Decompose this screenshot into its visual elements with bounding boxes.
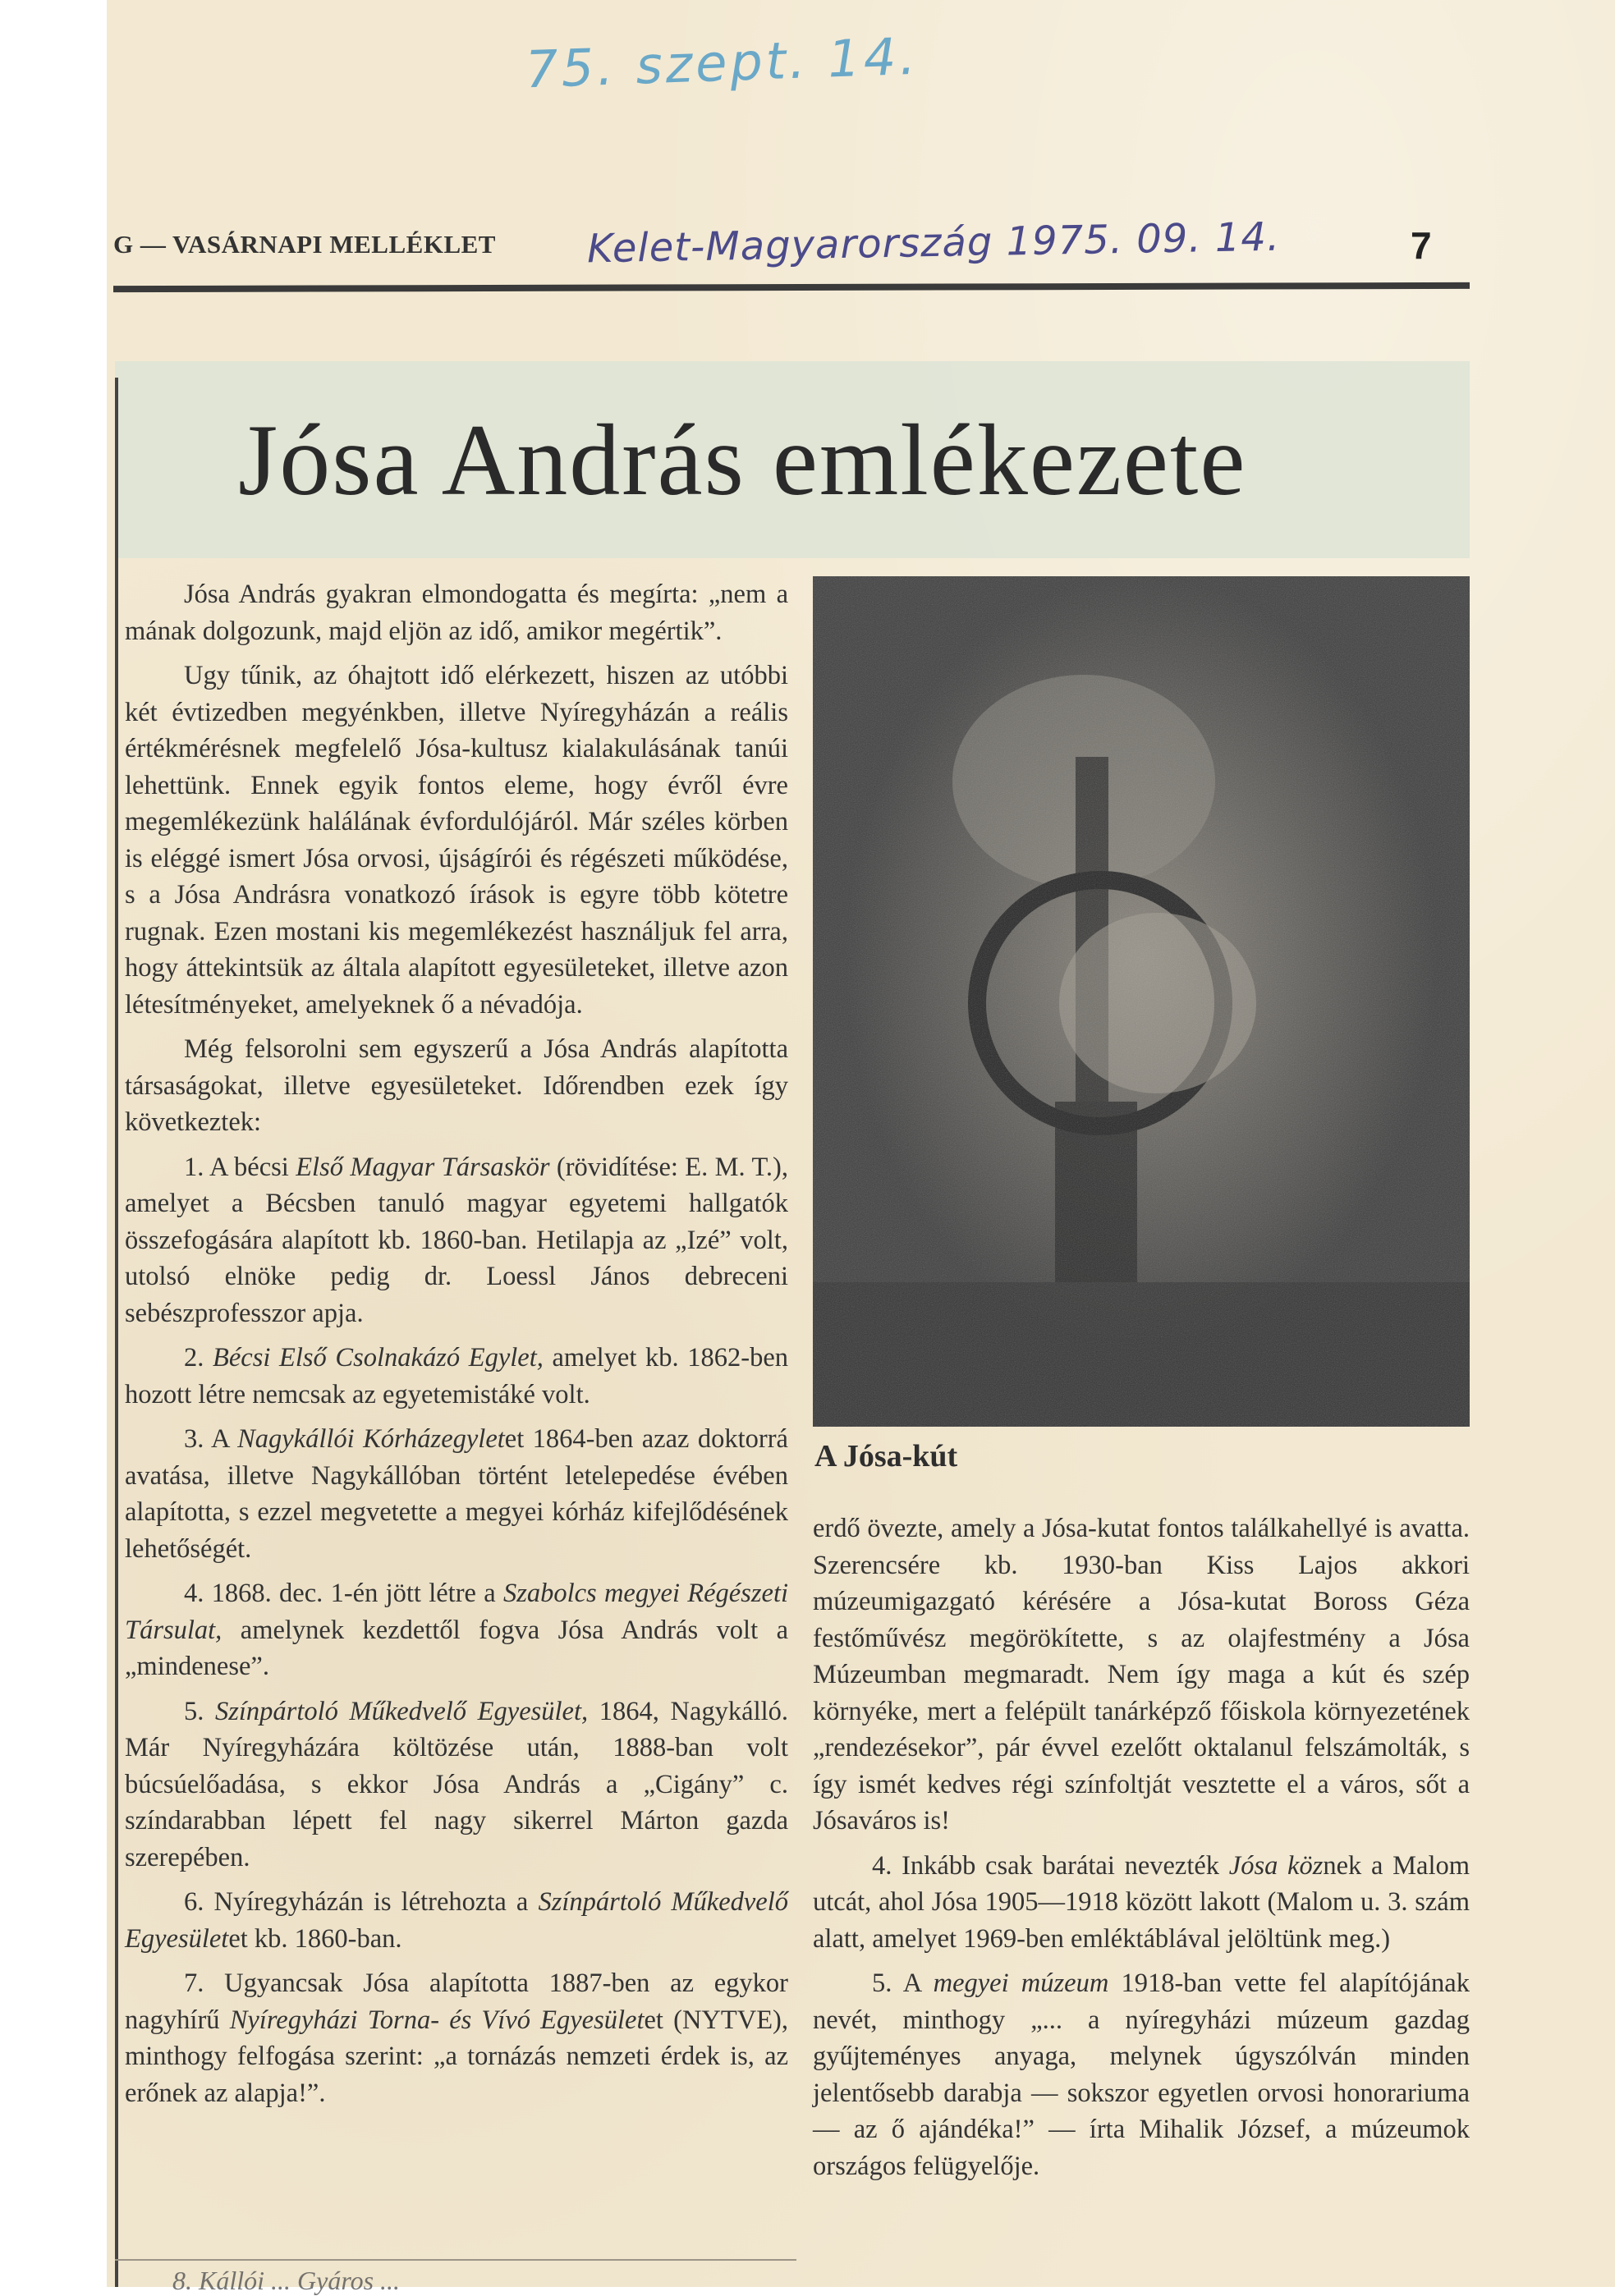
photo-caption: A Jósa-kút [814, 1439, 958, 1473]
item-number: 6. [184, 1887, 214, 1917]
item-text: et 1864-ben azaz doktorrá avatása, illetve Nagykállóban történt letelepedése évében alapította, s ezzel megvetette a megyei kórház kifejlődésének lehetőségét. [125, 1424, 788, 1564]
list-item [125, 1340, 788, 1413]
list-item [125, 1149, 788, 1332]
handwritten-source-note: Kelet-Magyarország 1975. 09. 14. [586, 213, 1281, 273]
item-text: nek a Malom utcát, ahol Jósa 1905—1918 között lakott (Malom u. 3. szám alatt, amelyet 1969-ben emléktáblával jelöltünk meg.) [813, 1850, 1470, 1954]
item-text: A bécsi [209, 1152, 296, 1182]
paragraph: erdő övezte, amely a Jósa-kutat fontos találkahellyé is avatta. Szerencsére kb. 1930-ban Kiss Lajos akkori múzeumigazgató kérésére a Jósa-kutat Boross Géza festőművész megörökítette, s az olajfestmény a Jósa Múzeumban megmaradt. Nem így maga a kút és szép környéke, mert a felépült tanárképző főiskola környezetének „rendezésekor”, pár évvel ezelőtt oktalanul felszámolták, s így ismét kedves régi színfoltját vesztette el a város, sőt a Jósaváros is! [813, 1514, 1470, 1835]
running-header-section: G — VASÁRNAPI MELLÉKLET [113, 230, 496, 259]
list-item [125, 1421, 788, 1567]
article-title: Jósa András emlékezete [238, 404, 1247, 516]
list-item [125, 1575, 788, 1685]
item-number: 4. [184, 1579, 212, 1608]
list-item [813, 1848, 1470, 1958]
page-number: 7 [1411, 224, 1432, 267]
item-text: Nyíregyházán is létrehozta a [213, 1887, 539, 1917]
right-column [813, 1510, 1470, 2193]
item-name: Színpártoló Műkedvelő Egyesület, [215, 1696, 589, 1726]
associations-list [125, 1149, 788, 2112]
column-border [115, 378, 118, 2287]
cut-off-text: 8. Kállói ... Gyáros ... [172, 2266, 401, 2295]
item-text: et (NYTVE), minthogy felfogása szerint: „a tornázás nemzeti érdek is, az erőnek az alapja!”. [125, 2005, 789, 2108]
paragraph: Ugy tűnik, az óhajtott idő elérkezett, hiszen az utóbbi két évtizedben megyénkben, illetve Nyíregyházán a reális értékmérésnek megfelelő Jósa-kultusz kialakulásának tanúi lehettünk. Ennek egyik fontos eleme, hogy évről évre megemlékezünk halálának évfordulójáról. Már széles körben is eléggé ismert Jósa orvosi, újságírói és régészeti működése, s a Jósa Andrásra vonatkozó írások is egyre több kötetre rugnak. Ezen mostani kis megemlékezést használjuk fel arra, hogy áttekintsük az általa alapított egyesületeket, illetve azon létesítményeket, amelyeknek ő a névadója. [125, 661, 788, 1020]
item-number: 5. [184, 1696, 215, 1726]
item-name: Bécsi Első Csolnakázó Egylet, [213, 1343, 544, 1373]
item-number: 7. [184, 1968, 225, 1998]
paragraph: Jósa András gyakran elmondogatta és megírta: „nem a mának dolgozunk, majd eljön az idő, amikor megértik”. [125, 580, 788, 646]
item-text: 1918-ban vette fel alapítójának nevét, minthogy „... a nyíregyházi múzeum gazdag gyűjteményes anyaga, melynek úgyszólván minden jelentősebb darabja — sokszor egyetlen orvosi honorariuma — az ő ajándéka!” — írta Mihalik József, a múzeumok országos felügyelője. [813, 1968, 1470, 2181]
item-number: 5. [872, 1968, 903, 1998]
item-number: 4. [872, 1850, 902, 1881]
list-item [813, 1965, 1470, 2184]
photo-josa-kut [813, 576, 1470, 1427]
item-number: 1. [184, 1152, 209, 1182]
item-name: megyei múzeum [933, 1968, 1109, 1998]
item-name: Szabolcs megyei Régészeti Társulat, [125, 1579, 789, 1645]
item-number: 2. [184, 1343, 213, 1373]
item-number: 3. [184, 1424, 211, 1454]
item-name: Első Magyar Társaskör [296, 1152, 550, 1182]
list-item [125, 1965, 788, 2111]
list-item [125, 1693, 788, 1877]
item-text: Ugyancsak Jósa alapította 1887-ben az egykor nagyhírű [125, 1968, 788, 2035]
item-text: 1868. dec. 1-én jött létre a [211, 1579, 503, 1608]
item-text: A [210, 1424, 238, 1454]
item-text: 1864, Nagykálló. Már Nyíregyházára költözése után, 1888-ban volt búcsúelőadása, s ekkor Jósa András a „Cigány” c. színdarabban lépett fel nagy sikerrel Márton gazda szerepében. [125, 1696, 789, 1872]
item-text: amelyet kb. 1862-ben hozott létre nemcsak az egyetemistáké volt. [125, 1343, 788, 1409]
item-text: amelynek kezdettől fogva Jósa András volt a „mindenese”. [125, 1615, 788, 1681]
item-name: Színpártoló Műkedvelő Egyesület [125, 1887, 789, 1954]
list-item [125, 1884, 788, 1957]
item-text: et kb. 1860-ban. [228, 1923, 402, 1954]
paragraph: Még felsorolni sem egyszerű a Jósa András alapította társaságokat, illetve egyesületeket. Időrendben ezek így következtek: [125, 1034, 788, 1137]
left-column [125, 576, 788, 2120]
item-name: Nyíregyházi Torna- és Vívó Egyesület [229, 2005, 645, 2035]
item-name: Nagykállói Kórházegylet [237, 1424, 505, 1454]
fountain-photo-icon [813, 576, 1470, 1427]
item-text: (rövidítése: E. M. T.), amelyet a Bécsben tanuló magyar egyetemi hallgatók összefogására alapított kb. 1860-ban. Hetilapja az „Izé” volt, utolsó elnöke pedig dr. Loessl János debreceni sebészprofesszor apja. [125, 1152, 788, 1328]
item-text: Inkább csak barátai nevezték [902, 1850, 1229, 1881]
item-text: A [902, 1968, 934, 1998]
item-name: Jósa köz [1228, 1850, 1324, 1881]
cut-edge [115, 2259, 796, 2261]
handwritten-date-note: 75. szept. 14. [524, 25, 920, 100]
